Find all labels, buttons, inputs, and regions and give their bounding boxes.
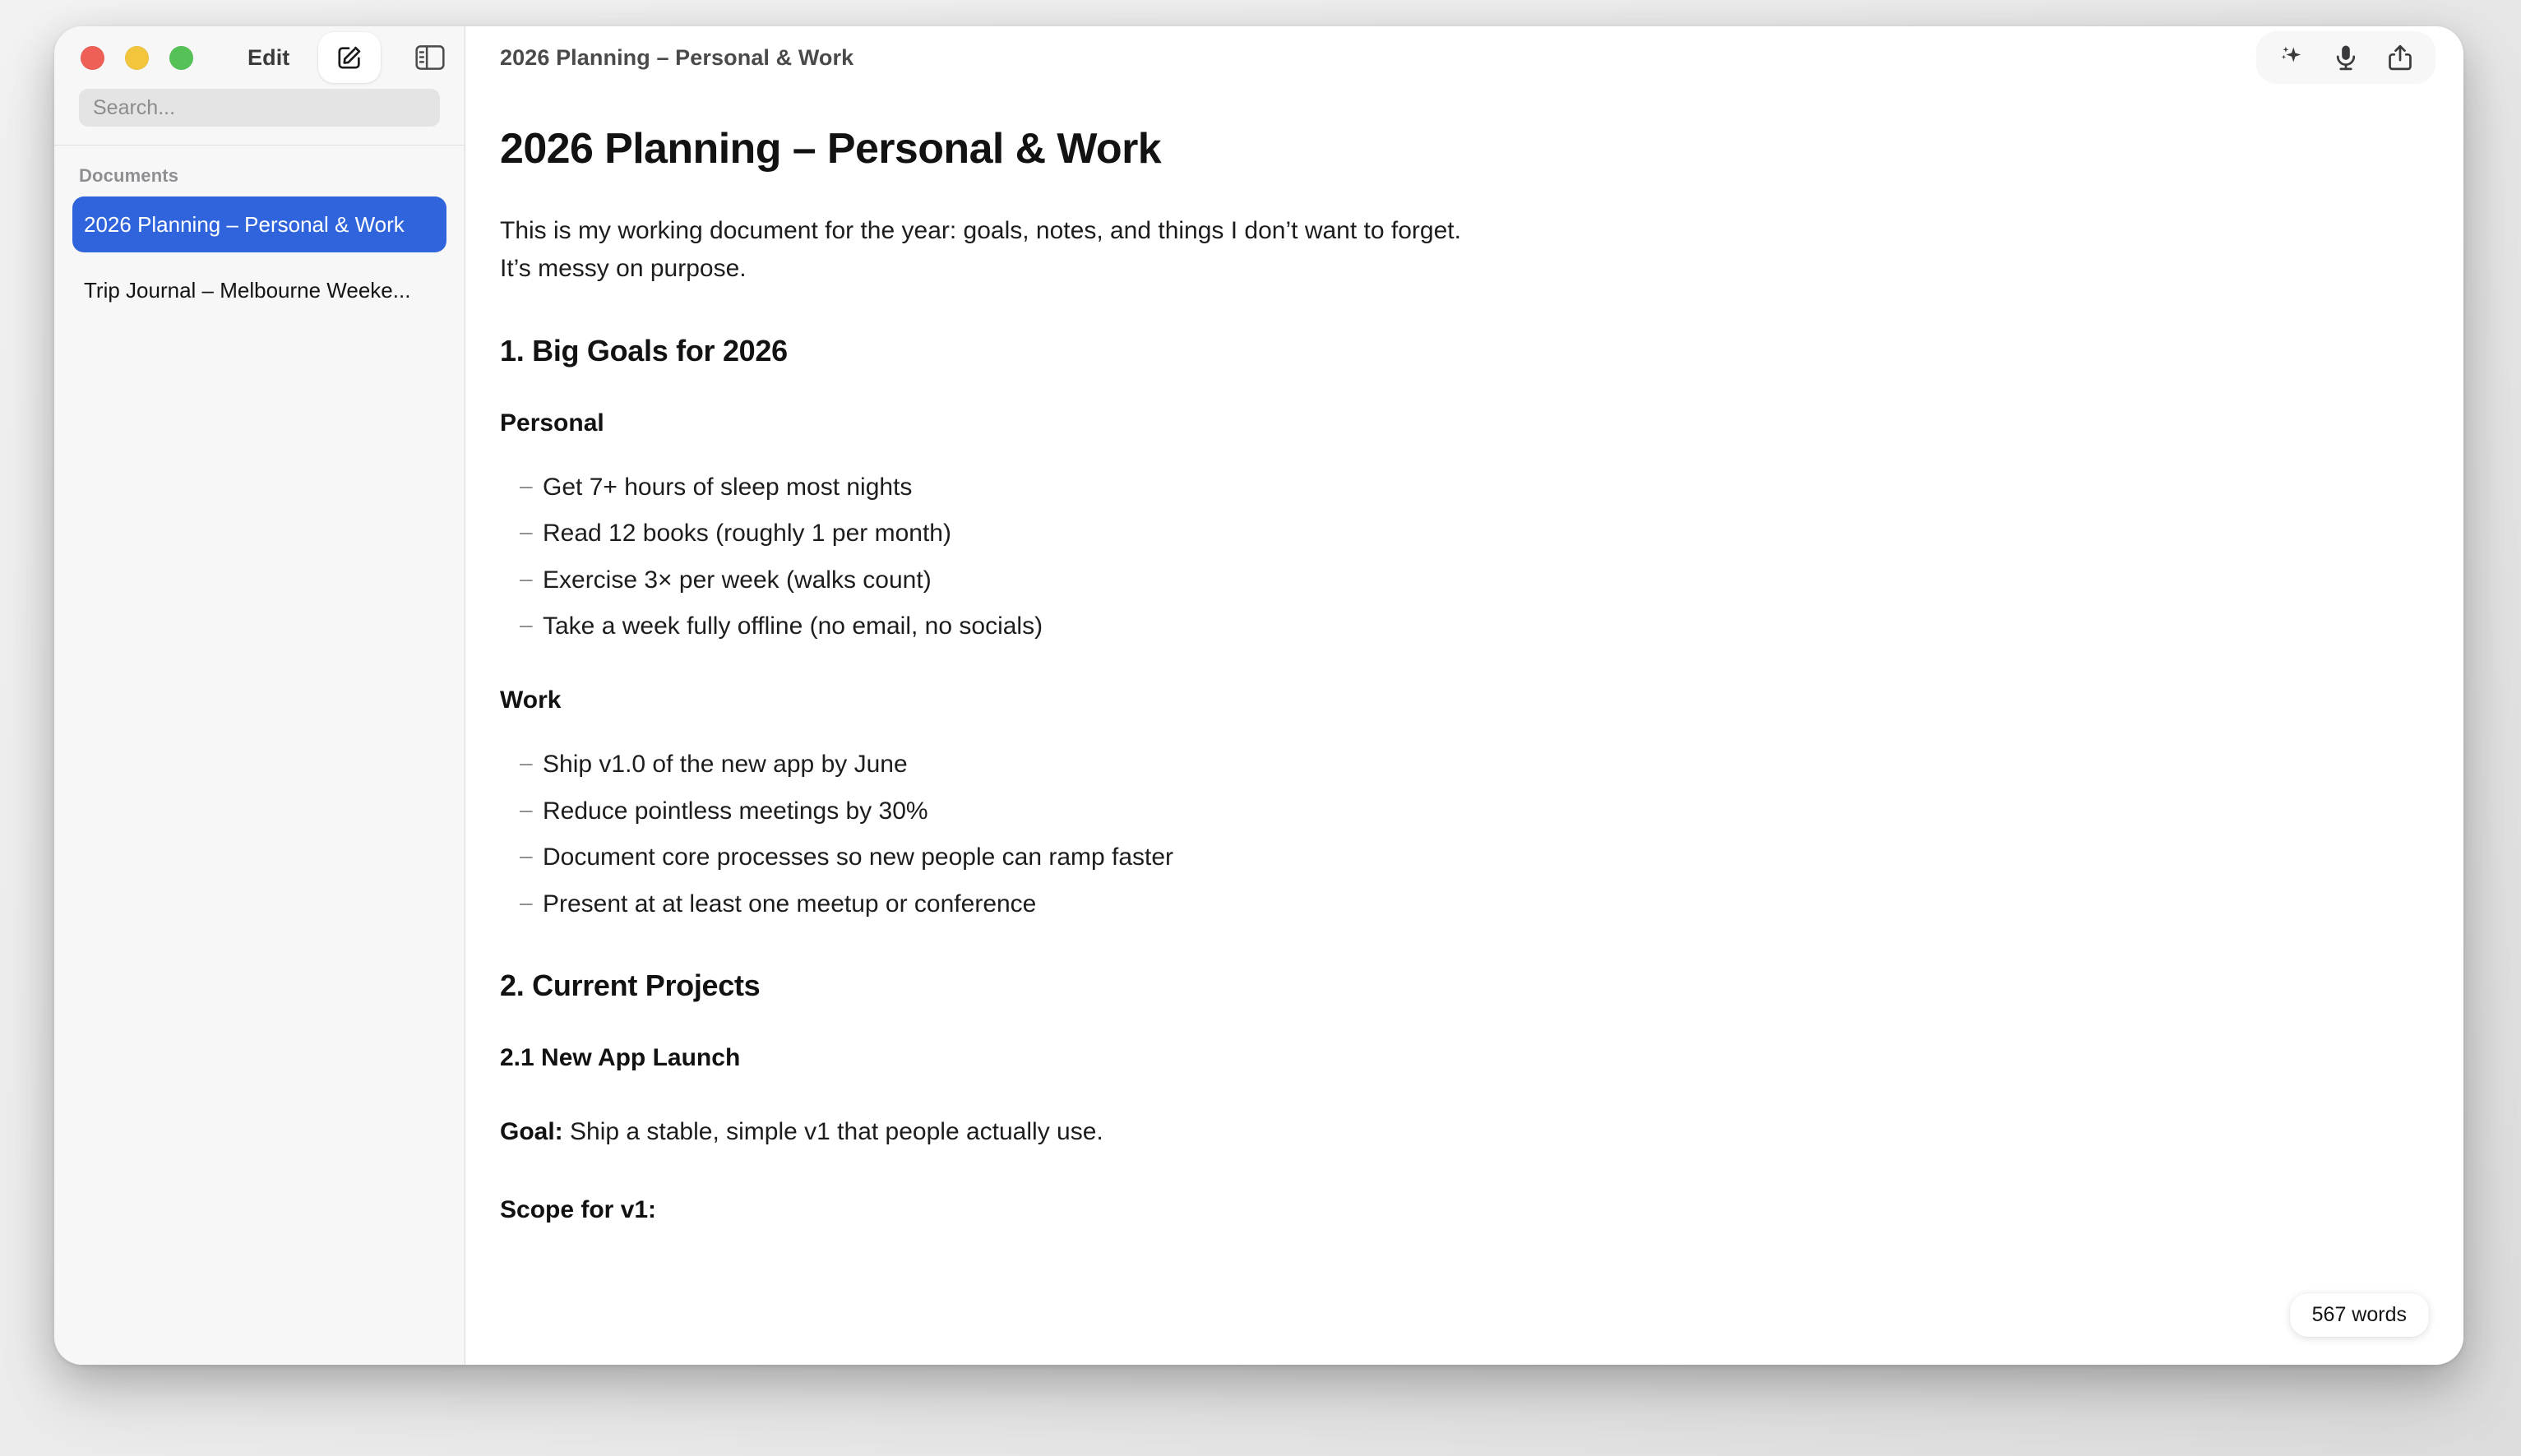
list-item: – Get 7+ hours of sleep most nights (520, 469, 2414, 506)
documents-section-label: Documents (79, 165, 179, 186)
dictation-button[interactable] (2319, 36, 2373, 79)
sidebar-toggle-icon (415, 44, 445, 71)
page-title: 2026 Planning – Personal & Work (500, 125, 1162, 173)
goal-paragraph (500, 1113, 2414, 1150)
main-panel (465, 26, 2463, 1365)
app-window (54, 26, 2463, 1365)
heading-personal: Personal (500, 409, 604, 437)
edit-menu-label[interactable]: Edit (247, 44, 290, 70)
document-intro (500, 212, 2414, 287)
scope-label: Scope for v1: (500, 1196, 657, 1224)
toolbar-actions (2256, 31, 2435, 84)
compose-button[interactable] (318, 32, 381, 83)
document-body[interactable] (500, 123, 2414, 1228)
sidebar (54, 26, 465, 1365)
share-icon (2387, 44, 2413, 72)
work-goals-list (500, 746, 2414, 922)
share-button[interactable] (2373, 36, 2427, 79)
list-item: – Document core processes so new people can ramp faster (520, 839, 2414, 876)
intro-line-1: This is my working document for the year: goals, notes, and things I don’t want to forget. (500, 217, 1461, 245)
sidebar-toggle-button[interactable] (405, 35, 455, 81)
personal-goals-list (500, 469, 2414, 645)
goal-label: Goal: (500, 1118, 563, 1146)
document-title: 2026 Planning – Personal & Work (84, 211, 405, 237)
zoom-button[interactable] (169, 46, 193, 70)
search-input[interactable] (79, 89, 440, 127)
document-title: Trip Journal – Melbourne Weeke... (84, 277, 411, 303)
minimize-button[interactable] (125, 46, 149, 70)
breadcrumb: 2026 Planning – Personal & Work (500, 44, 854, 70)
traffic-lights (81, 46, 193, 70)
search-container (54, 89, 465, 145)
main-toolbar (465, 26, 2463, 89)
list-item: – Take a week fully offline (no email, no socials) (520, 608, 2414, 645)
goal-text: Ship a stable, simple v1 that people actually use. (562, 1118, 1103, 1146)
list-item: – Exercise 3× per week (walks count) (520, 562, 2414, 599)
sidebar-item-trip-journal[interactable] (72, 262, 446, 318)
sparkles-icon (2278, 44, 2306, 72)
intro-line-2: It’s messy on purpose. (500, 254, 747, 282)
scope-paragraph (500, 1191, 2414, 1228)
list-item: – Ship v1.0 of the new app by June (520, 746, 2414, 783)
heading-current-projects: 2. Current Projects (500, 968, 761, 1003)
heading-big-goals: 1. Big Goals for 2026 (500, 333, 788, 367)
heading-new-app-launch: 2.1 New App Launch (500, 1044, 741, 1072)
close-button[interactable] (81, 46, 104, 70)
ai-assist-button[interactable] (2264, 36, 2319, 79)
microphone-icon (2333, 44, 2359, 72)
document-list (54, 146, 465, 1365)
sidebar-toolbar (54, 26, 465, 89)
heading-work: Work (500, 686, 562, 714)
word-count-badge: 567 words (2290, 1293, 2429, 1337)
list-item: – Reduce pointless meetings by 30% (520, 793, 2414, 830)
compose-icon (335, 44, 363, 72)
list-item: – Present at at least one meetup or conference (520, 885, 2414, 923)
sidebar-item-2026-planning[interactable] (72, 196, 446, 252)
document-scroll-area[interactable] (465, 89, 2463, 1365)
list-item: – Read 12 books (roughly 1 per month) (520, 515, 2414, 552)
